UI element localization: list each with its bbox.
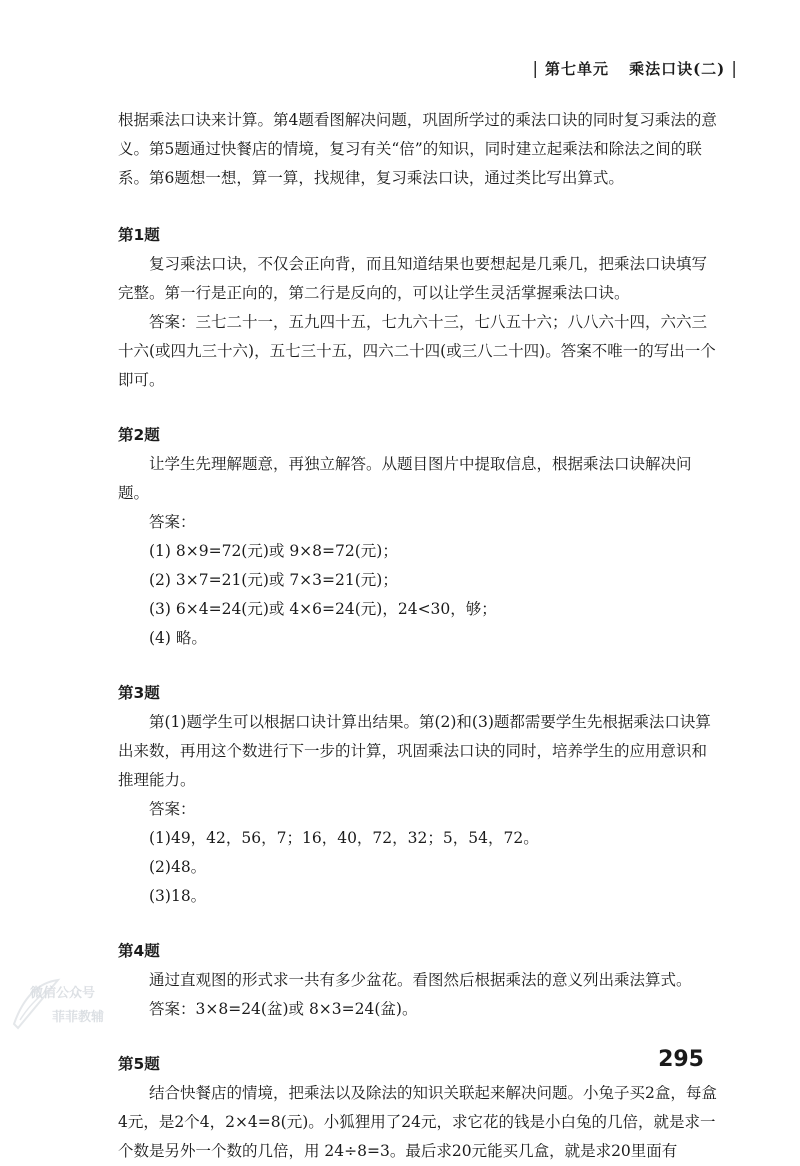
header-unit: 第七单元: [545, 60, 610, 78]
answer-item: 答案：3×8=24(盆)或 8×3=24(盆)。: [149, 1000, 418, 1018]
section-q3: [118, 679, 718, 911]
running-header: [532, 58, 738, 79]
section-title: 第1题: [118, 226, 160, 244]
answer-item: (3) 6×4=24(元)或 4×6=24(元)，24<30，够；: [149, 600, 497, 618]
page-number: 295: [658, 1047, 704, 1072]
answer-item: (3)18。: [149, 887, 207, 905]
section-q2: [118, 421, 718, 653]
section-q4: [118, 937, 718, 1024]
answer-item: (1) 8×9=72(元)或 9×8=72(元)；: [149, 542, 398, 560]
answer-label: 答案：: [149, 800, 196, 818]
section-paragraph: 复习乘法口诀，不仅会正向背，而且知道结果也要想起是几乘几，把乘法口诀填写完整。第一行是正向的，第二行是反向的，可以让学生灵活掌握乘法口诀。: [118, 255, 708, 302]
section-title: 第4题: [118, 942, 160, 960]
watermark-line1: 微信公众号: [30, 986, 96, 1001]
page-body: [118, 106, 718, 1166]
intro-paragraph: 根据乘法口诀来计算。第4题看图解决问题，巩固所学过的乘法口诀的同时复习乘法的意义。第5题通过快餐店的情境，复习有关“倍”的知识，同时建立起乘法和除法之间的联系。第6题想一想，算一算，找规律，复习乘法口诀，通过类比写出算式。: [118, 111, 717, 187]
section-q5: [118, 1050, 718, 1166]
header-bar-right: |: [731, 58, 738, 79]
section-paragraph: 通过直观图的形式求一共有多少盆花。看图然后根据乘法的意义列出乘法算式。: [149, 971, 692, 989]
section-answer: 答案：三七二十一，五九四十五，七九六十三，七八五十六；八八六十四，六六三十六(或四九三十六)，五七三十五，四六二十四(或三八二十四)。答案不唯一的写出一个即可。: [118, 313, 716, 389]
watermark-line2: 菲菲教辅: [52, 1010, 105, 1025]
section-title: 第3题: [118, 684, 160, 702]
section-paragraph: 让学生先理解题意，再独立解答。从题目图片中提取信息，根据乘法口诀解决问题。: [118, 455, 692, 502]
section-title: 第2题: [118, 426, 160, 444]
answer-item: (2) 3×7=21(元)或 7×3=21(元)；: [149, 571, 398, 589]
watermark: [8, 970, 178, 1040]
answer-item: (4) 略。: [149, 629, 207, 647]
header-topic: 乘法口诀(二): [629, 60, 726, 78]
header-bar-left: |: [532, 58, 540, 79]
section-q1: [118, 221, 718, 395]
answer-item: (1)49，42，56，7；16，40，72，32；5，54，72。: [149, 829, 539, 847]
answer-label: 答案：: [149, 513, 196, 531]
answer-item: (2)48。: [149, 858, 207, 876]
section-paragraph: 第(1)题学生可以根据口诀计算出结果。第(2)和(3)题都需要学生先根据乘法口诀算出来数，再用这个数进行下一步的计算，巩固乘法口诀的同时，培养学生的应用意识和推理能力。: [118, 713, 711, 789]
section-paragraph: 结合快餐店的情境，把乘法以及除法的知识关联起来解决问题。小兔子买2盒，每盒4元，是2个4，2×4=8(元)。小狐狸用了24元，求它花的钱是小白兔的几倍，就是求一个数是另外一个数的几倍，用 24÷8=3。最后求20元能买几盒，就是求20里面有: [118, 1084, 717, 1160]
section-title: 第5题: [118, 1055, 160, 1073]
